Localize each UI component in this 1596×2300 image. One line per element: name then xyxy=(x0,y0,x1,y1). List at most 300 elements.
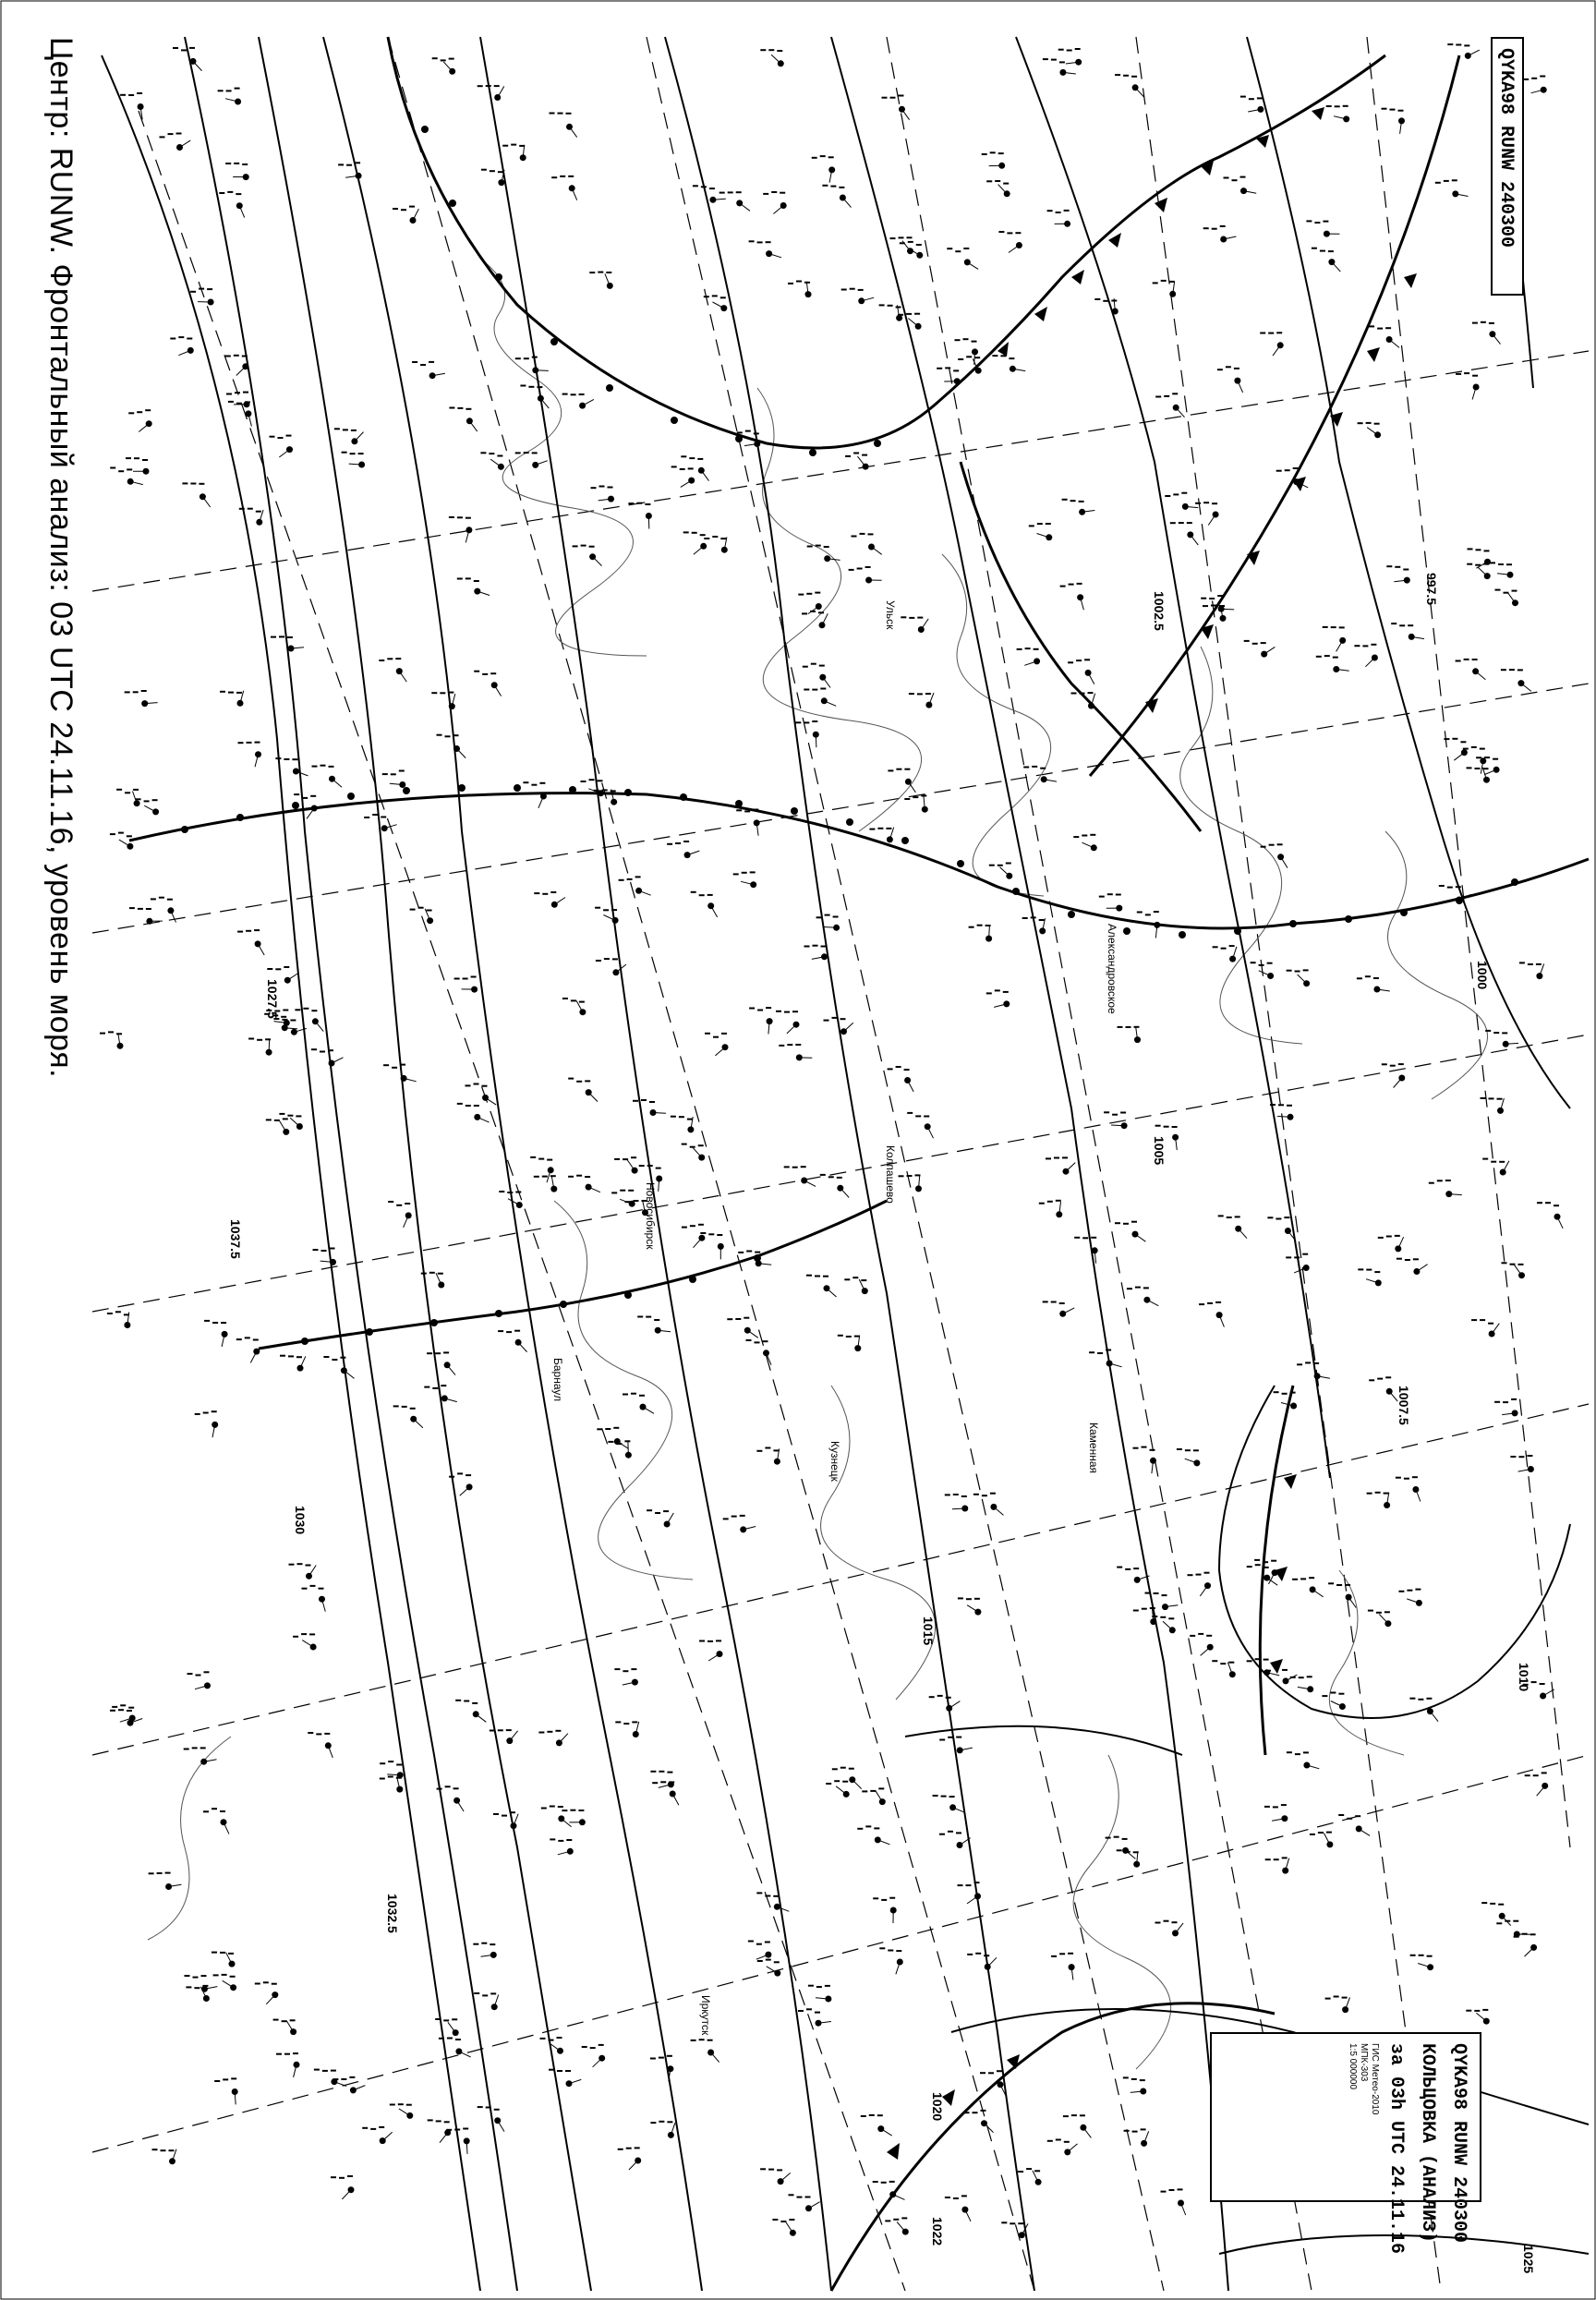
station-value-mark xyxy=(862,454,867,456)
station-value-mark xyxy=(877,828,883,829)
station-value-mark xyxy=(1528,963,1533,965)
station-value-mark xyxy=(1404,1478,1409,1480)
station-value-mark xyxy=(1082,835,1087,837)
station-value-mark xyxy=(663,1510,669,1512)
station-value-mark xyxy=(265,1038,271,1040)
station-value-mark xyxy=(1542,1772,1547,1773)
station-value-mark xyxy=(958,358,963,360)
station-value-mark xyxy=(1025,648,1031,649)
station-value-mark xyxy=(1276,1218,1281,1220)
station-value-mark xyxy=(647,1165,653,1167)
station-value-mark xyxy=(235,88,240,90)
station-value-mark xyxy=(1480,748,1485,750)
station-value-mark xyxy=(474,1083,479,1085)
station-value-mark xyxy=(181,49,187,51)
station-value-mark xyxy=(1293,467,1299,469)
station-value-mark xyxy=(667,1772,672,1773)
station-value-mark xyxy=(933,1795,938,1797)
station-value-mark xyxy=(126,457,131,459)
station-value-mark xyxy=(792,1167,798,1168)
station-value-mark xyxy=(646,1316,651,1318)
station-value-mark xyxy=(127,1710,132,1712)
station-value-mark xyxy=(1173,493,1179,495)
station-value-mark xyxy=(409,206,415,208)
station-value-mark xyxy=(721,1033,727,1035)
station-value-mark xyxy=(270,436,275,438)
station-value-mark xyxy=(579,393,585,395)
station-value-mark xyxy=(1307,1676,1312,1677)
station-value-mark xyxy=(1281,1804,1287,1806)
station-value-mark xyxy=(1464,44,1469,46)
station-value-mark xyxy=(589,272,595,273)
station-value-mark xyxy=(1495,589,1501,591)
station-value-mark xyxy=(235,392,240,393)
station-value-mark xyxy=(1452,738,1457,740)
station-value-mark xyxy=(406,2104,412,2106)
station-value-mark xyxy=(1452,179,1457,181)
station-value-mark xyxy=(247,742,252,744)
station-value-mark xyxy=(945,2197,950,2198)
station-value-mark xyxy=(124,1313,129,1315)
station-value-mark xyxy=(893,2219,899,2221)
station-value-mark xyxy=(1369,1379,1374,1381)
station-value-mark xyxy=(613,1427,619,1429)
station-value-mark xyxy=(704,538,709,539)
place-label: Кузнецк xyxy=(828,1441,841,1482)
station-value-mark xyxy=(542,893,548,895)
station-value-mark xyxy=(682,1144,687,1145)
station-value-mark xyxy=(1297,1363,1302,1365)
station-value-mark xyxy=(524,452,529,454)
station-value-mark xyxy=(1056,1200,1061,1202)
station-value-mark xyxy=(1484,550,1490,551)
station-value-mark xyxy=(1217,595,1223,597)
station-value-mark xyxy=(1270,1104,1276,1106)
station-value-mark xyxy=(515,452,521,454)
station-value-mark xyxy=(765,1447,770,1449)
station-value-mark xyxy=(568,176,574,177)
station-value-mark xyxy=(818,611,824,613)
station-value-mark xyxy=(1407,1590,1412,1592)
station-value-mark xyxy=(804,946,810,948)
station-value-mark xyxy=(1265,1858,1271,1860)
station-value-mark xyxy=(310,795,316,797)
station-value-mark xyxy=(283,1010,288,1011)
station-value-mark xyxy=(1322,1695,1327,1697)
isobar-label: 1015 xyxy=(921,1616,936,1646)
station-value-mark xyxy=(1220,1663,1226,1664)
station-value-mark xyxy=(826,1783,831,1785)
station-value-mark xyxy=(773,1895,779,1897)
station-value-mark xyxy=(466,577,471,579)
station-value-mark xyxy=(1276,332,1282,333)
station-value-mark xyxy=(899,1175,904,1177)
station-value-mark xyxy=(212,1322,218,1324)
station-value-mark xyxy=(977,925,983,926)
station-value-mark xyxy=(763,1340,768,1342)
station-value-mark xyxy=(744,810,750,812)
station-value-mark xyxy=(331,2176,336,2178)
station-value-mark xyxy=(692,532,697,534)
station-value-mark xyxy=(396,1764,402,1766)
station-value-mark xyxy=(1150,1607,1155,1609)
station-value-mark xyxy=(293,2052,298,2054)
station-value-mark xyxy=(1456,886,1461,888)
station-value-mark xyxy=(1212,502,1217,504)
station-value-mark xyxy=(896,1950,901,1952)
station-value-mark xyxy=(907,1175,913,1177)
station-value-mark xyxy=(760,49,766,51)
station-value-mark xyxy=(184,1749,189,1750)
station-value-mark xyxy=(1518,1456,1524,1458)
station-value-mark xyxy=(998,231,1004,233)
station-value-mark xyxy=(1001,2221,1007,2223)
station-value-mark xyxy=(391,773,396,775)
isobar-label: 1025 xyxy=(1521,2245,1536,2274)
station-value-mark xyxy=(623,1723,629,1725)
station-value-mark xyxy=(480,452,486,454)
station-value-mark xyxy=(223,2078,228,2080)
station-value-mark xyxy=(1178,2188,1183,2190)
station-value-mark xyxy=(717,1234,722,1236)
station-value-mark xyxy=(860,533,865,535)
station-value-mark xyxy=(1464,372,1469,374)
station-value-mark xyxy=(614,1668,620,1670)
station-value-mark xyxy=(532,452,538,454)
station-value-mark xyxy=(329,766,334,768)
station-value-mark xyxy=(157,1872,163,1874)
station-value-mark xyxy=(1126,1026,1131,1028)
station-value-mark xyxy=(1170,522,1176,524)
station-value-mark xyxy=(1125,1568,1130,1570)
place-label: Каменная xyxy=(1087,1422,1100,1474)
station-value-mark xyxy=(982,153,987,155)
station-value-mark xyxy=(169,2149,175,2151)
station-value-mark xyxy=(187,1673,193,1675)
wind-barb xyxy=(269,1039,270,1052)
station-value-mark xyxy=(388,1201,393,1203)
station-value-mark xyxy=(128,1707,134,1709)
station-value-mark xyxy=(1318,1832,1324,1834)
station-value-mark xyxy=(699,894,705,896)
station-value-mark xyxy=(683,841,689,842)
station-value-mark xyxy=(1501,669,1506,671)
station-value-mark xyxy=(608,487,613,489)
station-value-mark xyxy=(255,1983,260,1985)
station-value-mark xyxy=(611,1192,617,1193)
station-value-mark xyxy=(1240,176,1246,178)
station-value-mark xyxy=(634,1200,639,1202)
station-value-mark xyxy=(437,734,442,736)
station-value-mark xyxy=(506,1331,512,1333)
station-value-mark xyxy=(736,191,742,193)
station-value-mark xyxy=(1203,502,1209,503)
station-value-mark xyxy=(230,1976,236,1978)
station-value-mark xyxy=(203,1412,209,1414)
station-value-mark xyxy=(1267,962,1273,964)
stamp-station: КОЛЬЦОВКА (АНАЛИЗ) xyxy=(1417,2043,1438,2244)
station-value-mark xyxy=(1131,2078,1137,2080)
station-value-mark xyxy=(1491,1161,1496,1163)
station-value-mark xyxy=(822,185,828,187)
station-value-mark xyxy=(254,929,260,931)
station-value-mark xyxy=(1373,977,1379,979)
station-value-mark xyxy=(225,356,231,357)
station-value-mark xyxy=(1127,1288,1132,1289)
station-value-mark xyxy=(1154,1592,1159,1594)
station-value-mark xyxy=(795,1044,801,1046)
station-value-mark xyxy=(620,1190,625,1192)
station-value-mark xyxy=(301,1633,307,1635)
station-value-mark xyxy=(1169,2189,1175,2191)
station-value-mark xyxy=(267,968,272,970)
station-value-mark xyxy=(1493,1032,1499,1034)
station-value-mark xyxy=(218,90,224,91)
station-value-mark xyxy=(443,2019,449,2021)
station-value-mark xyxy=(1077,583,1082,585)
station-value-mark xyxy=(659,2121,664,2123)
station-value-mark xyxy=(974,357,980,358)
station-value-mark xyxy=(549,2069,554,2071)
station-value-mark xyxy=(242,356,248,357)
station-value-mark xyxy=(1071,2114,1077,2116)
station-value-mark xyxy=(1357,977,1362,979)
station-value-mark xyxy=(623,1158,628,1160)
station-value-mark xyxy=(878,1787,884,1789)
station-value-mark xyxy=(824,546,829,548)
station-value-mark xyxy=(776,1011,781,1012)
station-value-mark xyxy=(412,361,417,363)
station-value-mark xyxy=(1482,1158,1488,1160)
station-value-mark xyxy=(924,1116,929,1118)
station-value-mark xyxy=(555,1730,561,1732)
station-value-mark xyxy=(784,1166,790,1168)
station-value-mark xyxy=(190,291,196,293)
station-value-mark xyxy=(690,1146,695,1148)
station-value-mark xyxy=(816,545,821,547)
station-value-mark xyxy=(1062,499,1068,501)
station-value-mark xyxy=(455,1700,461,1701)
station-value-mark xyxy=(1472,659,1478,660)
station-value-mark xyxy=(877,2114,883,2116)
station-value-mark xyxy=(1267,1217,1273,1218)
station-value-mark xyxy=(1059,1953,1065,1955)
station-value-mark xyxy=(212,1952,217,1954)
station-value-mark xyxy=(531,784,537,786)
station-value-mark xyxy=(1145,1592,1151,1594)
station-value-mark xyxy=(1160,1616,1166,1618)
station-value-mark xyxy=(381,817,386,818)
station-value-mark xyxy=(1010,2222,1015,2224)
station-value-mark xyxy=(435,2018,441,2020)
station-value-mark xyxy=(1377,1378,1383,1380)
station-value-mark xyxy=(980,2072,985,2074)
station-value-mark xyxy=(1179,522,1184,524)
station-value-mark xyxy=(1060,586,1066,587)
isobar-label: 1000 xyxy=(1475,961,1490,990)
station-value-mark xyxy=(355,162,360,163)
map-title: Центр: RUNW. Фронтальный анализ: 03 UTC 24.11.16, уровень моря. xyxy=(43,37,79,1079)
station-value-mark xyxy=(732,1516,737,1518)
station-value-mark xyxy=(120,94,126,96)
wind-barb xyxy=(1221,609,1234,610)
station-value-mark xyxy=(437,1788,442,1790)
station-value-mark xyxy=(1467,767,1472,769)
station-value-mark xyxy=(1512,590,1517,592)
station-value-mark xyxy=(1091,1237,1096,1239)
station-value-mark xyxy=(136,798,141,800)
station-value-mark xyxy=(490,1730,495,1732)
station-value-mark xyxy=(490,1943,495,1945)
station-value-mark xyxy=(427,1352,432,1354)
station-value-mark xyxy=(1090,834,1095,836)
station-value-mark xyxy=(392,1067,397,1069)
station-value-mark xyxy=(478,2106,483,2108)
station-value-mark xyxy=(1385,1376,1391,1378)
header-code: QYKA98 RUNW 240300 xyxy=(1491,37,1524,296)
station-value-mark xyxy=(427,910,432,912)
station-value-mark xyxy=(1123,1223,1129,1225)
station-value-mark xyxy=(1540,1683,1545,1685)
station-value-mark xyxy=(204,1671,210,1673)
station-value-mark xyxy=(424,1386,429,1388)
station-value-mark xyxy=(297,1563,303,1565)
station-value-mark xyxy=(916,244,922,246)
station-value-mark xyxy=(173,47,178,49)
station-value-mark xyxy=(652,1782,658,1784)
station-value-mark xyxy=(1274,1666,1279,1668)
station-value-mark xyxy=(316,1733,321,1735)
station-value-mark xyxy=(667,843,672,845)
station-value-mark xyxy=(303,1008,308,1010)
station-value-mark xyxy=(900,242,905,244)
station-value-mark xyxy=(845,455,851,457)
station-value-mark xyxy=(1074,1237,1080,1239)
station-value-mark xyxy=(830,186,836,188)
station-value-mark xyxy=(1475,768,1481,769)
station-value-mark xyxy=(589,546,595,548)
station-value-mark xyxy=(550,1175,556,1177)
station-value-mark xyxy=(1032,766,1037,768)
station-value-mark xyxy=(168,133,174,135)
station-value-mark xyxy=(471,976,477,978)
station-value-mark xyxy=(807,546,813,548)
station-value-mark xyxy=(1403,569,1409,571)
station-value-mark xyxy=(874,1827,879,1829)
station-value-mark xyxy=(116,789,122,791)
station-value-mark xyxy=(238,742,244,744)
station-value-mark xyxy=(1489,322,1494,324)
station-value-mark xyxy=(1247,1566,1252,1568)
station-value-mark xyxy=(821,946,827,948)
station-value-mark xyxy=(279,636,284,637)
station-value-mark xyxy=(1467,563,1472,565)
station-value-mark xyxy=(358,453,364,454)
station-value-mark xyxy=(438,1273,443,1275)
station-value-mark xyxy=(1201,598,1206,599)
station-value-mark xyxy=(486,2107,491,2109)
station-value-mark xyxy=(1328,250,1334,252)
station-value-mark xyxy=(1195,502,1201,504)
station-value-mark xyxy=(551,176,557,178)
station-value-mark xyxy=(309,1633,315,1635)
station-value-mark xyxy=(339,2177,345,2179)
station-value-mark xyxy=(1338,1693,1344,1695)
station-value-mark xyxy=(271,636,276,638)
station-value-mark xyxy=(1018,2171,1023,2173)
station-value-mark xyxy=(565,2070,571,2072)
station-value-mark xyxy=(562,393,568,395)
station-value-mark xyxy=(687,1119,693,1120)
station-value-mark xyxy=(986,180,992,182)
station-value-mark xyxy=(990,1493,996,1495)
station-value-mark xyxy=(1362,645,1368,647)
station-value-mark xyxy=(226,90,232,91)
station-value-mark xyxy=(599,486,605,488)
station-value-mark xyxy=(1328,1582,1334,1584)
station-value-mark xyxy=(1134,1026,1140,1028)
station-value-mark xyxy=(1009,357,1014,359)
station-value-mark xyxy=(667,2121,672,2123)
station-value-mark xyxy=(1365,975,1371,977)
station-value-mark xyxy=(756,1450,762,1452)
station-value-mark xyxy=(632,1721,637,1723)
station-value-mark xyxy=(1471,746,1477,748)
station-value-mark xyxy=(207,288,212,290)
station-value-mark xyxy=(220,1810,225,1812)
station-value-mark xyxy=(187,338,192,340)
station-value-mark xyxy=(1382,1063,1387,1065)
station-value-mark xyxy=(1299,1677,1304,1678)
station-value-mark xyxy=(998,865,1003,866)
station-value-mark xyxy=(293,1636,298,1638)
station-value-mark xyxy=(961,1495,967,1497)
station-value-mark xyxy=(1481,1097,1486,1099)
station-value-mark xyxy=(768,49,774,51)
isobar-label: 1037.5 xyxy=(228,1219,243,1259)
station-value-mark xyxy=(885,2220,890,2221)
station-value-mark xyxy=(560,176,565,177)
station-value-mark xyxy=(1154,911,1159,913)
station-value-mark xyxy=(1471,1319,1477,1321)
station-value-mark xyxy=(515,1192,521,1193)
station-value-mark xyxy=(441,59,446,61)
station-value-mark xyxy=(939,1834,945,1835)
station-value-mark xyxy=(440,692,445,694)
station-value-mark xyxy=(1261,846,1266,848)
station-value-mark xyxy=(253,1339,259,1341)
station-value-mark xyxy=(815,1276,820,1277)
station-value-mark xyxy=(441,1385,446,1386)
station-value-mark xyxy=(713,1036,719,1038)
station-value-mark xyxy=(1445,1180,1451,1181)
station-value-mark xyxy=(813,945,818,947)
map-stamp xyxy=(1210,2032,1481,2255)
station-value-mark xyxy=(550,113,555,115)
station-value-mark xyxy=(1476,757,1481,758)
station-value-mark xyxy=(941,1796,947,1798)
station-value-mark xyxy=(1080,693,1085,695)
station-value-mark xyxy=(165,1872,171,1874)
station-value-mark xyxy=(1485,1030,1491,1032)
station-value-mark xyxy=(449,407,454,409)
station-value-mark xyxy=(1398,110,1404,112)
station-value-mark xyxy=(777,2169,782,2171)
station-value-mark xyxy=(705,1033,710,1035)
station-value-mark xyxy=(1079,501,1084,502)
station-value-mark xyxy=(410,909,416,911)
station-value-mark xyxy=(1313,1362,1319,1364)
